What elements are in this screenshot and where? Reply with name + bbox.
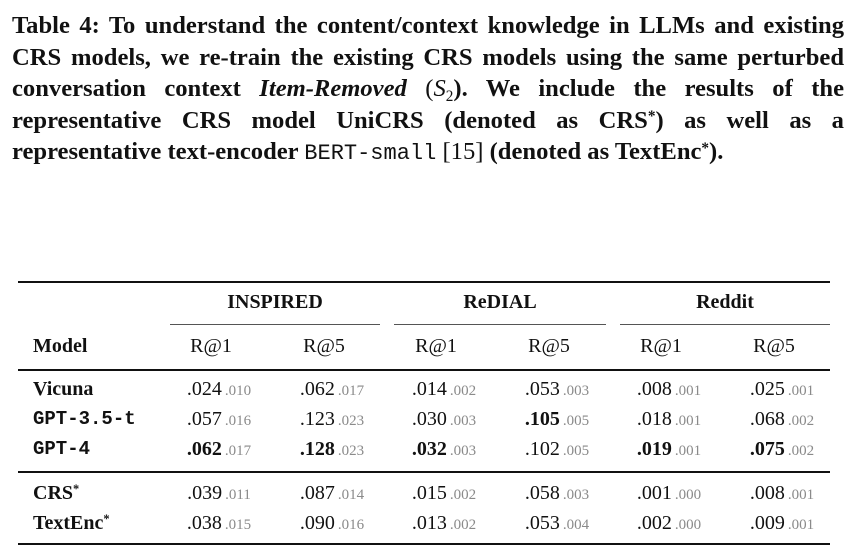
- caption-bert-small: BERT-small: [304, 141, 437, 167]
- cell-value: .039: [187, 482, 223, 504]
- cell-stddev: .011: [225, 487, 251, 503]
- cell-stddev: .001: [674, 413, 702, 429]
- cell-value: .008: [749, 482, 785, 504]
- table-caption: [12, 10, 844, 170]
- caption-text-3: ). We include the results of the representative CRS model UniCRS (denoted as CRS: [12, 75, 844, 134]
- cell-stddev: .014: [337, 487, 365, 503]
- cell-stddev: .004: [562, 517, 590, 533]
- table-bottom-rule: [18, 543, 830, 545]
- cell-stddev: .001: [787, 487, 815, 503]
- group-rule-redial: [394, 324, 606, 325]
- caption-label: Table 4:: [12, 12, 100, 39]
- table-cell: [750, 438, 814, 461]
- table-cell: [300, 438, 364, 461]
- caption-text-1: To understand the content/context knowledge in LLMs and existing CRS models, we re-train the existing CRS models using the same perturbed conversation context: [12, 12, 844, 103]
- cell-value: .002: [636, 512, 672, 534]
- table-cell: [187, 512, 251, 535]
- group-header-redial: ReDIAL: [463, 291, 537, 313]
- model-star: *: [103, 512, 110, 527]
- table-cell: [412, 378, 476, 401]
- cell-value: .053: [524, 378, 560, 400]
- cell-value: .102: [524, 438, 560, 460]
- cell-stddev: .023: [337, 443, 365, 459]
- cell-stddev: .002: [449, 383, 477, 399]
- metric-header: R@1: [415, 335, 457, 357]
- table-cell: [300, 408, 364, 431]
- model-name-text: GPT-4: [33, 438, 91, 460]
- table-cell: [637, 378, 701, 401]
- group-rule-inspired: [170, 324, 380, 325]
- model-name: [33, 482, 79, 505]
- table-cell: [750, 482, 814, 505]
- cell-stddev: .005: [562, 443, 590, 459]
- cell-stddev: .002: [787, 443, 815, 459]
- table-cell: [750, 408, 814, 431]
- group-header-reddit: Reddit: [696, 291, 754, 313]
- cell-value: .058: [524, 482, 560, 504]
- cell-stddev: .003: [562, 383, 590, 399]
- header-rule: [18, 369, 830, 371]
- cell-value: .075: [749, 438, 785, 460]
- caption-text-5: (denoted as TextEnc: [483, 138, 702, 166]
- table-cell: [187, 378, 251, 401]
- cell-value: .090: [299, 512, 335, 534]
- metric-header: R@5: [753, 335, 795, 357]
- metric-header: R@5: [528, 335, 570, 357]
- cell-value: .032: [411, 438, 447, 460]
- cell-value: .009: [749, 512, 785, 534]
- table-cell: [412, 438, 476, 461]
- caption-text-6: ).: [709, 138, 724, 166]
- table-cell: [187, 482, 251, 505]
- table-cell: [750, 512, 814, 535]
- caption-star-2: *: [701, 139, 710, 157]
- cell-value: .123: [299, 408, 335, 430]
- group-rule-reddit: [620, 324, 830, 325]
- table-cell: [300, 512, 364, 535]
- cell-value: .001: [636, 482, 672, 504]
- table-top-rule: [18, 281, 830, 283]
- cell-stddev: .010: [224, 383, 252, 399]
- cell-stddev: .016: [337, 517, 365, 533]
- cell-stddev: .017: [224, 443, 252, 459]
- cell-value: .008: [636, 378, 672, 400]
- metric-header: R@1: [640, 335, 682, 357]
- caption-paren-open: (: [406, 75, 434, 103]
- cell-value: .128: [299, 438, 335, 460]
- caption-star-1: *: [647, 107, 656, 125]
- table-cell: [525, 482, 589, 505]
- table-cell: [187, 408, 251, 431]
- cell-stddev: .000: [674, 517, 702, 533]
- cell-value: .013: [411, 512, 447, 534]
- table-cell: [412, 512, 476, 535]
- cell-stddev: .002: [449, 517, 477, 533]
- caption-text-4: ) as well as a representative text-encoder: [12, 106, 844, 166]
- cell-stddev: .002: [449, 487, 477, 503]
- table-cell: [637, 482, 701, 505]
- cell-value: .024: [186, 378, 222, 400]
- cell-value: .062: [299, 378, 335, 400]
- cell-stddev: .001: [787, 517, 815, 533]
- cell-stddev: .015: [224, 517, 252, 533]
- model-name: [33, 438, 90, 460]
- cell-value: .057: [186, 408, 222, 430]
- cell-stddev: .001: [787, 383, 815, 399]
- cell-value: .087: [299, 482, 335, 504]
- model-name-text: GPT-3.5-t: [33, 408, 136, 430]
- cell-value: .014: [411, 378, 447, 400]
- model-name-text: Vicuna: [33, 378, 94, 400]
- cell-stddev: .001: [674, 443, 702, 459]
- caption-citation: [15]: [436, 138, 484, 166]
- cell-value: .015: [411, 482, 447, 504]
- caption-s-subscript: 2: [445, 87, 454, 105]
- metric-header: R@5: [303, 335, 345, 357]
- table-cell: [300, 378, 364, 401]
- cell-value: .030: [411, 408, 447, 430]
- cell-value: .019: [636, 438, 672, 460]
- model-name: [33, 512, 110, 535]
- table-cell: [187, 438, 251, 461]
- table-cell: [637, 408, 701, 431]
- cell-stddev: .003: [562, 487, 590, 503]
- metric-header: R@1: [190, 335, 232, 357]
- cell-stddev: .002: [787, 413, 815, 429]
- model-name: [33, 378, 93, 401]
- table-cell: [300, 482, 364, 505]
- table-cell: [525, 512, 589, 535]
- cell-value: .038: [186, 512, 222, 534]
- cell-stddev: .003: [449, 443, 477, 459]
- model-column-header: Model: [33, 335, 88, 357]
- table-cell: [525, 408, 589, 431]
- table-cell: [750, 378, 814, 401]
- model-star: *: [73, 482, 80, 497]
- model-name-text: CRS: [33, 482, 74, 504]
- cell-value: .105: [524, 408, 560, 430]
- cell-value: .018: [636, 408, 672, 430]
- caption-s-symbol: S: [433, 75, 446, 103]
- table-cell: [525, 378, 589, 401]
- table-cell: [525, 438, 589, 461]
- table-cell: [412, 408, 476, 431]
- cell-stddev: .016: [224, 413, 252, 429]
- cell-value: .062: [186, 438, 222, 460]
- cell-value: .025: [749, 378, 785, 400]
- cell-stddev: .017: [337, 383, 365, 399]
- model-name: [33, 408, 136, 430]
- cell-value: .068: [749, 408, 785, 430]
- cell-stddev: .023: [337, 413, 365, 429]
- table-cell: [637, 438, 701, 461]
- table-cell: [637, 512, 701, 535]
- model-name-text: TextEnc: [33, 512, 104, 534]
- cell-stddev: .003: [449, 413, 477, 429]
- cell-stddev: .000: [674, 487, 702, 503]
- group-header-inspired: INSPIRED: [227, 291, 323, 313]
- cell-stddev: .005: [562, 413, 590, 429]
- cell-value: .053: [524, 512, 560, 534]
- section-rule: [18, 471, 830, 473]
- cell-stddev: .001: [674, 383, 702, 399]
- caption-item-removed: Item-Removed: [259, 75, 407, 103]
- table-cell: [412, 482, 476, 505]
